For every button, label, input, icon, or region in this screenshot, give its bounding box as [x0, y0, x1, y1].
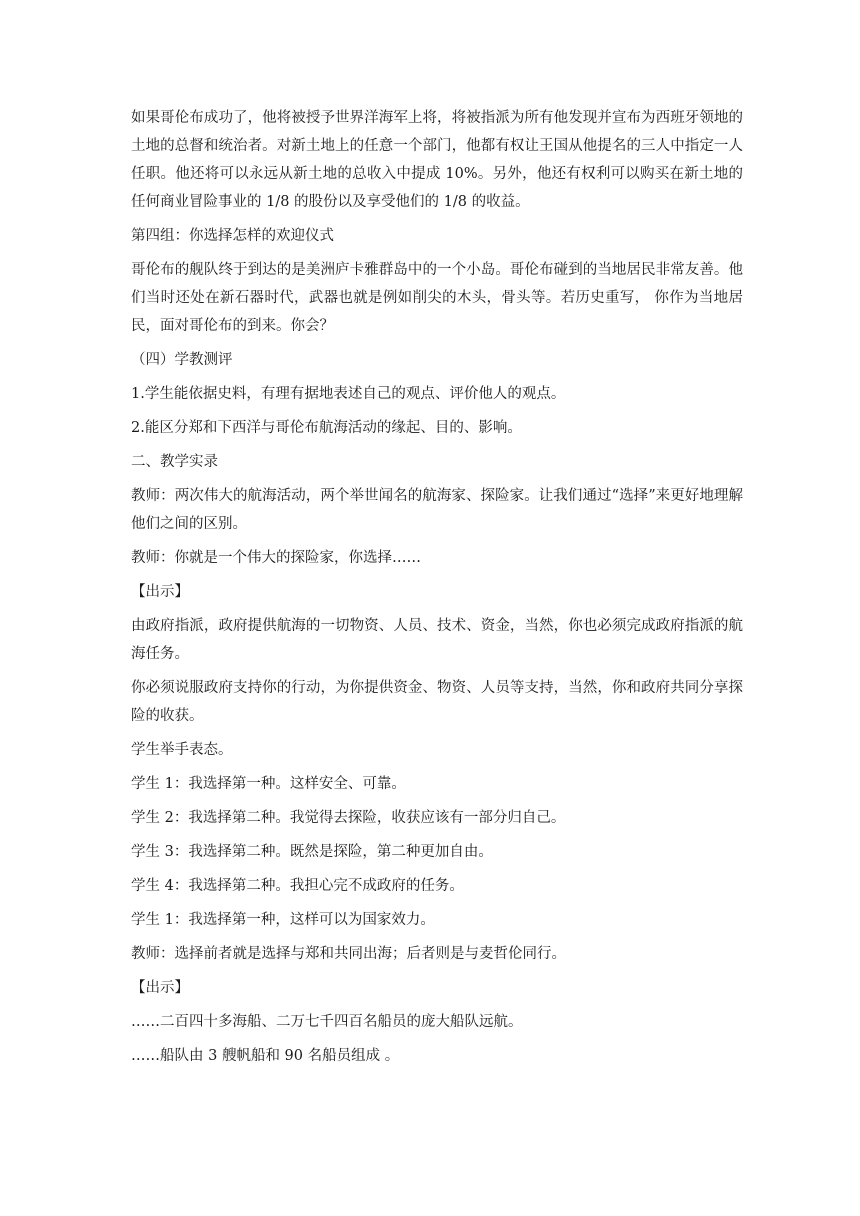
option-persuade: 你必须说服政府支持你的行动，为你提供资金、物资、人员等支持，当然，你和政府共同分享探险的收获。 — [131, 680, 743, 724]
student-answer-5: 学生 1：我选择第一种，这样可以为国家效力。 — [131, 912, 435, 928]
fleet-zhenghe: ……二百四十多海船、二万七千四百名船员的庞大船队远航。 — [131, 1014, 523, 1030]
students-raise-hands: 学生举手表态。 — [131, 742, 233, 758]
section-heading-teaching-record: 二、教学实录 — [131, 454, 218, 470]
show-label-1: 【出示】 — [131, 584, 189, 600]
student-answer-3: 学生 3：我选择第二种。既然是探险，第二种更加自由。 — [131, 844, 493, 860]
document-body — [131, 104, 743, 1076]
paragraph-columbus-arrival: 哥伦布的舰队终于到达的是美洲庐卡雅群岛中的一个小岛。哥伦布碰到的当地居民非常友善。他们当时还处在新石器时代，武器也就是例如削尖的木头，骨头等。若历史重写， 你作为当地居民，面对哥伦布的到来。你会？ — [131, 262, 743, 334]
assessment-item-1: 1.学生能依据史料，有理有据地表述自己的观点、评价他人的观点。 — [131, 386, 566, 402]
section-heading-assessment: （四）学教测评 — [131, 352, 233, 368]
option-government: 由政府指派，政府提供航海的一切物资、人员、技术、资金，当然，你也必须完成政府指派的航海任务。 — [131, 618, 743, 662]
teacher-intro: 教师：两次伟大的航海活动，两个举世闻名的航海家、探险家。让我们通过“选择”来更好地理解他们之间的区别。 — [131, 488, 743, 532]
student-answer-1: 学生 1：我选择第一种。这样安全、可靠。 — [131, 776, 406, 792]
paragraph-columbus-rewards: 如果哥伦布成功了，他将被授予世界洋海军上将，将被指派为所有他发现并宣布为西班牙领地的土地的总督和统治者。对新土地上的任意一个部门，他都有权让王国从他提名的三人中指定一人任职。他还将可以永远从新土地的总收入中提成 10%。另外，他还有权利可以购买在新土地的任何商业冒险事业的 1/8 的股份以及享受他们的 1/8 的收益。 — [131, 110, 743, 210]
show-label-2: 【出示】 — [131, 980, 189, 996]
assessment-item-2: 2.能区分郑和下西洋与哥伦布航海活动的缘起、目的、影响。 — [131, 420, 522, 436]
student-answer-2: 学生 2：我选择第二种。我觉得去探险，收获应该有一部分归自己。 — [131, 810, 566, 826]
teacher-prompt: 教师：你就是一个伟大的探险家，你选择…… — [131, 550, 421, 566]
student-answer-4: 学生 4：我选择第二种。我担心完不成政府的任务。 — [131, 878, 464, 894]
paragraph-group4-heading: 第四组：你选择怎样的欢迎仪式 — [131, 228, 334, 244]
fleet-magellan: ……船队由 3 艘帆船和 90 名船员组成 。 — [131, 1048, 400, 1064]
teacher-conclusion: 教师：选择前者就是选择与郑和共同出海；后者则是与麦哲伦同行。 — [131, 946, 566, 962]
